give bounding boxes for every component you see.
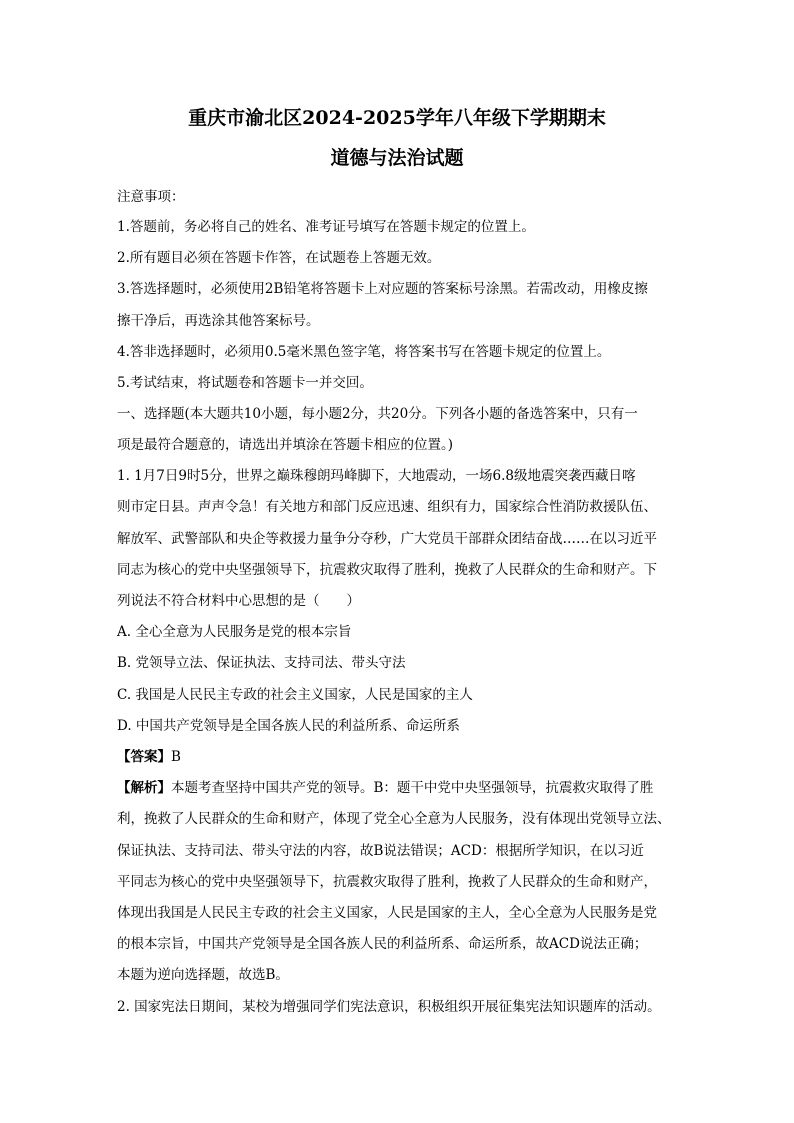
option-d: D. 中国共产党领导是全国各族人民的利益所系、命运所系	[117, 718, 460, 734]
notice-item: 3.答选择题时，必须使用2B铅笔将答题卡上对应题的答案标号涂黑。若需改动，用橡皮擦	[117, 281, 648, 297]
notice-item: 擦干净后，再选涂其他答案标号。	[117, 313, 320, 329]
question-stem: 列说法不符合材料中心思想的是（ ）	[117, 593, 360, 609]
question-stem: 2. 国家宪法日期间，某校为增强同学们宪法意识，积极组织开展征集宪法知识题库的活动。	[117, 999, 661, 1015]
page-title: 重庆市渝北区2024-2025学年八年级下学期期末	[188, 107, 606, 129]
answer-value: B	[171, 749, 181, 765]
analysis-text: 本题考查坚持中国共产党的领导。B：题干中党中央坚强领导，抗震救灾取得了胜	[171, 780, 654, 796]
answer-tag: 【答案】	[117, 749, 171, 765]
question-stem: 1. 1月7日9时5分，世界之巅珠穆朗玛峰脚下，大地震动，一场6.8级地震突袭西藏日喀	[117, 468, 636, 484]
analysis-line: 平同志为核心的党中央坚强领导下，抗震救灾取得了胜利，挽救了人民群众的生命和财产，	[117, 874, 657, 890]
answer-line	[117, 748, 181, 766]
question-stem: 则市定日县。声声令急！有关地方和部门反应迅速、组织有力，国家综合性消防救援队伍、	[117, 499, 657, 515]
analysis-tag: 【解析】	[117, 780, 171, 796]
question-stem: 解放军、武警部队和央企等救援力量争分夺秒，广大党员干部群众团结奋战……在以习近平	[117, 531, 657, 547]
question-stem: 同志为核心的党中央坚强领导下，抗震救灾取得了胜利，挽救了人民群众的生命和财产。下	[117, 562, 657, 578]
option-a: A. 全心全意为人民服务是党的根本宗旨	[117, 624, 352, 640]
notice-item: 1.答题前，务必将自己的姓名、准考证号填写在答题卡规定的位置上。	[117, 219, 535, 235]
page-subtitle: 道德与法治试题	[330, 147, 464, 169]
analysis-line: 本题为逆向选择题，故选B。	[117, 967, 289, 983]
analysis-line: 的根本宗旨，中国共产党领导是全国各族人民的利益所系、命运所系，故ACD说法正确；	[117, 936, 648, 952]
option-c: C. 我国是人民民主专政的社会主义国家，人民是国家的主人	[117, 687, 473, 703]
option-b: B. 党领导立法、保证执法、支持司法、带头守法	[117, 655, 406, 671]
analysis-line: 体现出我国是人民民主专政的社会主义国家，人民是国家的主人，全心全意为人民服务是党	[117, 905, 657, 921]
analysis-line	[117, 779, 653, 797]
analysis-line: 利，挽救了人民群众的生命和财产，体现了党全心全意为人民服务，没有体现出党领导立法、	[117, 811, 671, 827]
notice-item: 2.所有题目必须在答题卡作答，在试题卷上答题无效。	[117, 250, 441, 266]
notice-item: 5.考试结束，将试题卷和答题卡一并交回。	[117, 375, 373, 391]
notice-item: 4.答非选择题时，必须用0.5毫米黑色签字笔，将答案书写在答题卡规定的位置上。	[117, 344, 611, 360]
analysis-line: 保证执法、支持司法、带头守法的内容，故B说法错误；ACD：根据所学知识，在以习近	[117, 843, 644, 859]
section-intro: 一、选择题(本大题共10小题，每小题2分，共20分。下列各小题的备选答案中，只有一	[117, 406, 638, 422]
notice-heading: 注意事项：	[117, 189, 185, 205]
section-intro: 项是最符合题意的，请选出并填涂在答题卡相应的位置。)	[117, 437, 454, 453]
